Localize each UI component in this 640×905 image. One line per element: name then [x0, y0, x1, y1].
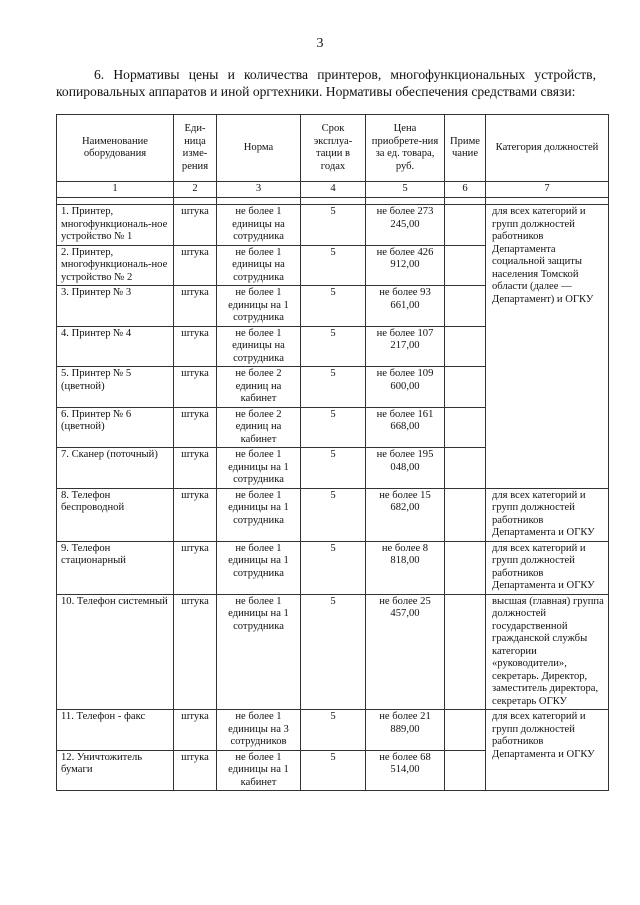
column-number: 7 — [486, 182, 609, 198]
category-text: для всех категорий и групп должностей работников Департамента социальной защиты населения Томской области (далее — Департамент) и ОГКУ — [492, 206, 594, 305]
section-heading: 6. Нормативы цены и количества принтеров, многофункциональных устройств, копировальных аппаратов и иной оргтехники. Нормативы обеспечения средствами связи: — [56, 67, 596, 99]
equipment-name: 4. Принтер № 4 — [57, 326, 174, 367]
price-cell: не более 25 457,00 — [366, 594, 445, 710]
term-cell: 5 — [301, 710, 366, 751]
term-cell: 5 — [301, 594, 366, 710]
header-cell: Категория должностей — [486, 115, 609, 182]
table-row — [57, 205, 609, 246]
table-row — [57, 541, 609, 594]
norm-cell: не более 1 единицы на сотрудника — [217, 205, 301, 246]
note-cell — [445, 710, 486, 751]
term-cell: 5 — [301, 205, 366, 246]
price-cell: не более 273 245,00 — [366, 205, 445, 246]
price-cell: не более 93 661,00 — [366, 286, 445, 327]
norm-cell: не более 1 единицы на сотрудника — [217, 326, 301, 367]
equipment-name: 11. Телефон - факс — [57, 710, 174, 751]
note-cell — [445, 407, 486, 448]
note-cell — [445, 448, 486, 489]
header-cell: Наименование оборудования — [57, 115, 174, 182]
price-cell: не более 109 600,00 — [366, 367, 445, 408]
note-cell — [445, 245, 486, 286]
price-cell: не более 21 889,00 — [366, 710, 445, 751]
norm-cell: не более 2 единиц на кабинет — [217, 407, 301, 448]
note-cell — [445, 326, 486, 367]
header-cell: Срок эксплуа-тации в годах — [301, 115, 366, 182]
header-cell: Норма — [217, 115, 301, 182]
table-row — [57, 594, 609, 710]
category-text: для всех категорий и групп должностей работников Департамента и ОГКУ — [492, 711, 595, 760]
price-cell: не более 426 912,00 — [366, 245, 445, 286]
term-cell: 5 — [301, 448, 366, 489]
category-text: для всех категорий и групп должностей работников Департамента и ОГКУ — [492, 542, 595, 591]
norm-cell: не более 1 единицы на 1 сотрудника — [217, 541, 301, 594]
unit-cell: штука — [174, 367, 217, 408]
unit-cell: штука — [174, 286, 217, 327]
column-number: 2 — [174, 182, 217, 198]
unit-cell: штука — [174, 407, 217, 448]
category-cell — [486, 710, 609, 791]
norm-cell: не более 1 единицы на 1 сотрудника — [217, 286, 301, 327]
norm-cell: не более 1 единицы на сотрудника — [217, 245, 301, 286]
unit-cell: штука — [174, 710, 217, 751]
column-number: 4 — [301, 182, 366, 198]
spacer-row — [57, 198, 609, 205]
header-cell: Еди-ница изме-рения — [174, 115, 217, 182]
price-cell: не более 161 668,00 — [366, 407, 445, 448]
price-cell: не более 8 818,00 — [366, 541, 445, 594]
page-number: 3 — [316, 36, 324, 51]
norm-cell: не более 1 единицы на 1 сотрудника — [217, 448, 301, 489]
term-cell: 5 — [301, 488, 366, 541]
equipment-name: 9. Телефон стационарный — [57, 541, 174, 594]
equipment-name: 10. Телефон системный — [57, 594, 174, 710]
note-cell — [445, 286, 486, 327]
equipment-name: 6. Принтер № 6 (цветной) — [57, 407, 174, 448]
price-cell: не более 195 048,00 — [366, 448, 445, 489]
equipment-name: 2. Принтер, многофункциональ-ное устройство № 2 — [57, 245, 174, 286]
equipment-name: 1. Принтер, многофункциональ-ное устройство № 1 — [57, 205, 174, 246]
column-number: 1 — [57, 182, 174, 198]
norm-cell: не более 1 единицы на 1 сотрудника — [217, 594, 301, 710]
column-number-row — [57, 182, 609, 198]
header-cell: Цена приобрете-ния за ед. товара, руб. — [366, 115, 445, 182]
norm-cell: не более 2 единиц на кабинет — [217, 367, 301, 408]
norm-cell: не более 1 единицы на 3 сотрудников — [217, 710, 301, 751]
note-cell — [445, 750, 486, 791]
unit-cell: штука — [174, 245, 217, 286]
note-cell — [445, 367, 486, 408]
term-cell: 5 — [301, 750, 366, 791]
column-number: 5 — [366, 182, 445, 198]
table-header-row — [57, 115, 609, 182]
term-cell: 5 — [301, 245, 366, 286]
category-cell — [486, 541, 609, 594]
note-cell — [445, 205, 486, 246]
table-row — [57, 710, 609, 751]
unit-cell: штука — [174, 750, 217, 791]
column-number: 6 — [445, 182, 486, 198]
term-cell: 5 — [301, 326, 366, 367]
note-cell — [445, 488, 486, 541]
category-cell — [486, 205, 609, 489]
unit-cell: штука — [174, 541, 217, 594]
unit-cell: штука — [174, 594, 217, 710]
equipment-name: 12. Уничтожитель бумаги — [57, 750, 174, 791]
equipment-name: 5. Принтер № 5 (цветной) — [57, 367, 174, 408]
price-cell: не более 107 217,00 — [366, 326, 445, 367]
header-cell: Приме чание — [445, 115, 486, 182]
category-cell — [486, 488, 609, 541]
note-cell — [445, 594, 486, 710]
norm-cell: не более 1 единицы на 1 кабинет — [217, 750, 301, 791]
note-cell — [445, 541, 486, 594]
price-cell: не более 68 514,00 — [366, 750, 445, 791]
unit-cell: штука — [174, 326, 217, 367]
column-number: 3 — [217, 182, 301, 198]
norm-cell: не более 1 единицы на 1 сотрудника — [217, 488, 301, 541]
unit-cell: штука — [174, 205, 217, 246]
unit-cell: штука — [174, 448, 217, 489]
unit-cell: штука — [174, 488, 217, 541]
price-cell: не более 15 682,00 — [366, 488, 445, 541]
equipment-norms-table — [56, 114, 609, 791]
category-text: высшая (главная) группа должностей государственной гражданской службы категории «руководители», секретарь. Директор, заместитель директора, секретарь ОГКУ — [492, 595, 604, 707]
term-cell: 5 — [301, 367, 366, 408]
term-cell: 5 — [301, 407, 366, 448]
term-cell: 5 — [301, 286, 366, 327]
table-row — [57, 488, 609, 541]
category-text: для всех категорий и групп должностей работников Департамента и ОГКУ — [492, 489, 595, 538]
category-cell — [486, 594, 609, 710]
equipment-name: 8. Телефон беспроводной — [57, 488, 174, 541]
term-cell: 5 — [301, 541, 366, 594]
equipment-name: 3. Принтер № 3 — [57, 286, 174, 327]
equipment-name: 7. Сканер (поточный) — [57, 448, 174, 489]
